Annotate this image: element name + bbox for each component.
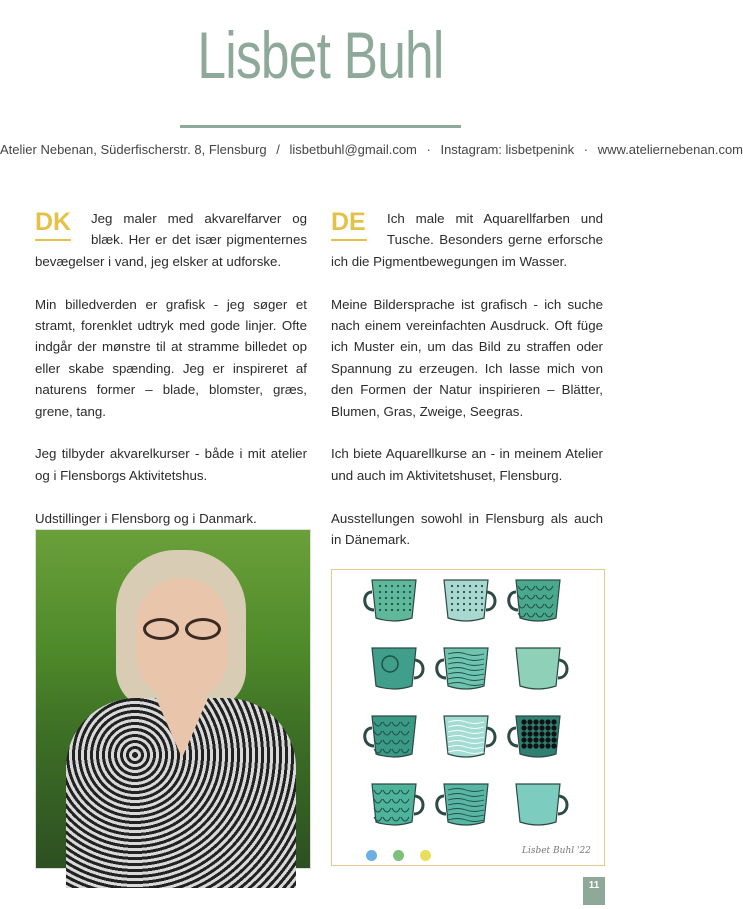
contact-line (0, 142, 743, 157)
language-code: DK (35, 208, 72, 236)
cup-illustration (436, 576, 498, 628)
paint-palette-dots (366, 848, 447, 866)
artist-portrait-photo (35, 529, 311, 869)
cup-illustration (364, 780, 426, 832)
title-underline (180, 125, 461, 128)
palette-dot (420, 850, 431, 861)
artist-name-title: Lisbet Buhl (197, 18, 444, 92)
cup-illustration (364, 644, 426, 696)
de-paragraph-3: Ich biete Aquarellkurse an - in meinem Atelier und auch im Aktivitetshuset, Flensburg. (331, 446, 603, 483)
language-code: DE (331, 208, 366, 236)
cup-illustration (508, 644, 570, 696)
cup-illustration (436, 780, 498, 832)
contact-separator: / (276, 142, 280, 157)
cup-illustration (508, 780, 570, 832)
artwork-signature: Lisbet Buhl '22 (522, 846, 591, 856)
dk-paragraph-2: Min billedverden er grafisk - jeg søger et stramt, forenklet udtryk med gode linjer. Ofte indgår der mønstre til at stramme billedet op eller skabe spænding. Jeg er inspireret af naturens former – blade, blomster, græs, grene, tang. (35, 296, 307, 419)
website-link[interactable]: www.ateliernebenan.com (597, 142, 743, 157)
dk-paragraph-4: Udstillinger i Flensborg og i Danmark. (35, 510, 257, 526)
cup-illustration (508, 712, 570, 764)
cups-artwork (331, 569, 605, 866)
danish-column (35, 208, 307, 550)
cup-illustration (364, 576, 426, 628)
email-link[interactable]: lisbetbuhl@gmail.com (289, 142, 417, 157)
language-underline (331, 239, 367, 241)
cup-grid (364, 576, 578, 832)
palette-dot (393, 850, 404, 861)
cup-illustration (436, 712, 498, 764)
dk-paragraph-3: Jeg tilbyder akvarelkurser - både i mit atelier og i Flensborgs Aktivitetshus. (35, 446, 307, 483)
dk-paragraph-1: Jeg maler med akvarelfarver og blæk. Her er det især pigmenternes bevægelser i vand, jeg elsker at udforske. (35, 211, 307, 269)
contact-separator: · (426, 142, 431, 157)
page-number: 11 (583, 877, 605, 905)
cup-illustration (508, 576, 570, 628)
de-paragraph-4: Ausstellungen sowohl in Flensburg als auch in Dänemark. (331, 510, 603, 548)
de-paragraph-1: Ich male mit Aquarellfarben und Tusche. Besonders gerne erforsche ich die Pigmentbewegungen im Wasser. (331, 211, 603, 269)
address-text: Atelier Nebenan, Süderfischerstr. 8, Flensburg (0, 142, 267, 157)
palette-dot (366, 850, 377, 861)
portrait-neckline (156, 698, 208, 758)
language-tag-dk (35, 208, 81, 238)
language-tag-de (331, 208, 377, 238)
language-underline (35, 239, 71, 241)
contact-separator: · (583, 142, 589, 157)
cup-illustration (364, 712, 426, 764)
de-paragraph-2: Meine Bildersprache ist grafisch - ich suche nach einem vereinfachten Ausdruck. Oft füge ich Muster ein, um das Bild zu straffen oder Spannung zu erzeugen. Ich lasse mich von den Formen der Natur inspirieren – Blätter, Blumen, Gras, Zweige, Seegras. (331, 296, 603, 419)
instagram-link[interactable]: Instagram: lisbetpenink (440, 142, 575, 157)
portrait-glasses (139, 618, 225, 640)
cup-illustration (436, 644, 498, 696)
german-column (331, 208, 603, 572)
